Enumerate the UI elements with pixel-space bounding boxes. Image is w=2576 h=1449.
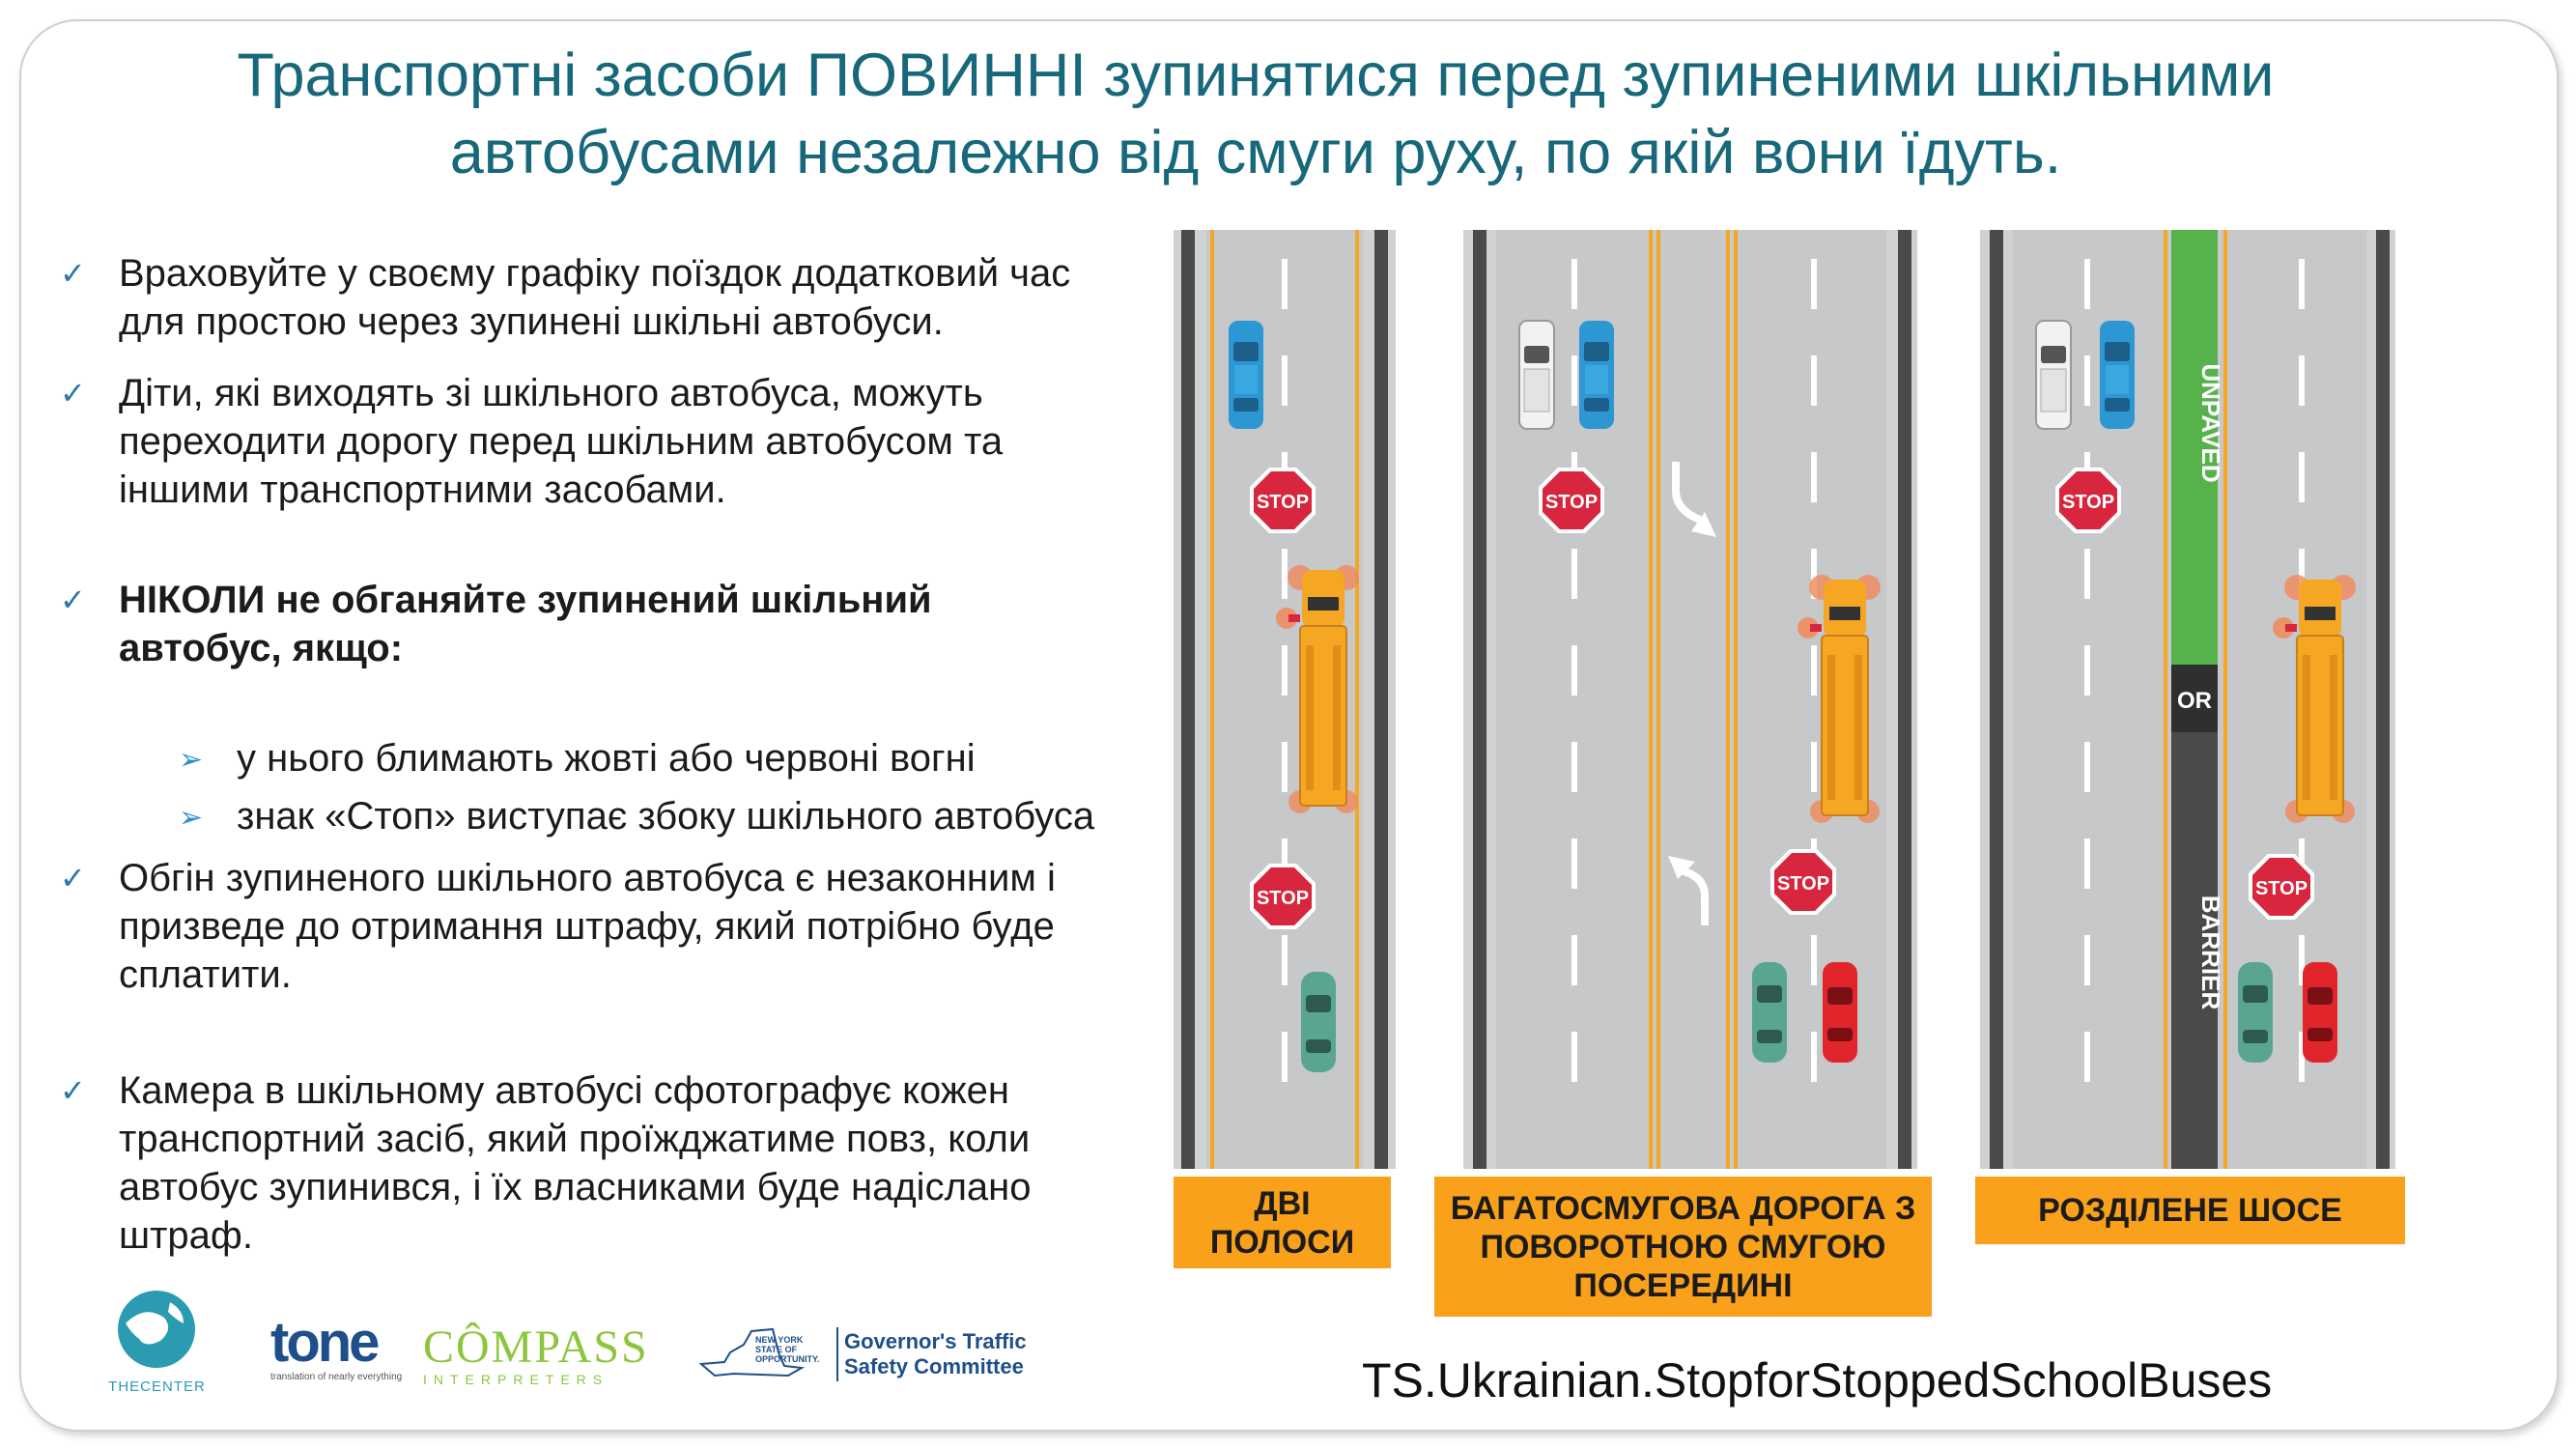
bullet-text: переходити дорогу перед шкільним автобусом та (119, 420, 1004, 463)
barrier-text: BARRIER (2196, 895, 2225, 1010)
svg-text:STOP: STOP (1256, 492, 1310, 513)
stop-sign-icon (1250, 864, 1316, 929)
check-icon: ✓ (60, 861, 86, 895)
stop-sign-icon (2249, 854, 2314, 920)
white-car-icon (1519, 321, 1554, 429)
bullet-text: Діти, які виходять зі шкільного автобуса, можуть (119, 372, 983, 414)
tone-subtext: translation of nearly everything (270, 1372, 403, 1382)
ny-text: OPPORTUNITY. (755, 1354, 820, 1364)
bullet-text: Камера в шкільному автобусі сфотографує кожен (119, 1069, 1009, 1112)
svg-text:STOP: STOP (1544, 492, 1599, 513)
two-lane-road-diagram (1174, 230, 1396, 1169)
label-two-lane (1174, 1177, 1391, 1268)
blue-car-icon (1229, 321, 1263, 429)
sub-bullet-text: знак «Стоп» виступає збоку шкільного автобуса (237, 795, 1095, 838)
check-icon: ✓ (60, 256, 86, 291)
compass-subtext: INTERPRETERS (423, 1372, 609, 1387)
ny-text: NEW YORK (755, 1335, 804, 1345)
svg-text:STOP: STOP (2061, 492, 2115, 513)
bullet-text: НІКОЛИ не обганяйте зупинений шкільний (119, 579, 932, 621)
green-car-icon (2238, 962, 2273, 1063)
bullet-text: автобус, якщо: (119, 627, 404, 669)
blue-car-icon (2100, 321, 2135, 429)
compass-text: CÔMPASS (423, 1321, 649, 1373)
red-car-icon (2303, 962, 2337, 1063)
bullet-text: сплатити. (119, 953, 292, 996)
footer-code: TS.Ukrainian.StopforStoppedSchoolBuses (1362, 1353, 2273, 1407)
label-text: ПОВОРОТНОЮ СМУГОЮ (1480, 1228, 1886, 1265)
title-line-2: автобусами незалежно від смуги руху, по якій вони їдуть. (449, 119, 2062, 186)
label-text: ПОЛОСИ (1209, 1223, 1355, 1261)
bullet-text: призведе до отримання штрафу, який потрібно буде (119, 905, 1055, 948)
arrow-bullet-icon: ➢ (179, 744, 204, 776)
check-icon: ✓ (60, 376, 86, 411)
title-line-1: Транспортні засоби ПОВИННІ зупинятися перед зупиненими шкільними (237, 42, 2275, 109)
stop-sign-icon (2055, 468, 2121, 533)
tone-text: tone (270, 1311, 378, 1374)
bullet-text: автобус зупинився, і їх власниками буде надіслано (119, 1166, 1032, 1208)
bullet-text: для простою через зупинені шкільні автобуси. (119, 300, 944, 343)
white-car-icon (2036, 321, 2071, 429)
check-icon: ✓ (60, 1073, 86, 1108)
gtsc-text: Safety Committee (844, 1354, 1024, 1378)
slide-title (97, 37, 2415, 191)
label-text: ДВІ (1254, 1184, 1311, 1222)
tone-logo (270, 1311, 406, 1382)
label-text: ПОСЕРЕДИНІ (1573, 1266, 1793, 1304)
svg-text:STOP: STOP (1776, 873, 1830, 895)
sub-bullet-text: у нього блимають жовті або червоні вогні (237, 737, 976, 780)
svg-text:STOP: STOP (1256, 888, 1310, 909)
divided-highway-diagram (1980, 230, 2395, 1169)
label-text: РОЗДІЛЕНЕ ШОСЕ (2038, 1192, 2342, 1229)
label-divided (1975, 1177, 2405, 1244)
green-car-icon (1301, 972, 1336, 1072)
stop-sign-icon (1770, 849, 1836, 915)
gtsc-logo (695, 1323, 1043, 1391)
red-car-icon (1823, 962, 1857, 1063)
the-center-logo (106, 1285, 208, 1401)
green-car-icon (1752, 962, 1787, 1063)
bullet-text: штраф. (119, 1214, 253, 1257)
multi-lane-road-diagram (1463, 230, 1917, 1169)
the-center-text: THECENTER (108, 1378, 206, 1395)
stop-sign-icon (1250, 468, 1316, 533)
bullet-text: іншими транспортними засобами. (119, 469, 726, 511)
label-text: БАГАТОСМУГОВА ДОРОГА З (1450, 1189, 1916, 1227)
blue-car-icon (1579, 321, 1614, 429)
bullet-text: Обгін зупиненого шкільного автобуса є незаконним і (119, 857, 1056, 899)
bullet-text: транспортний засіб, який проїжджатиме повз, коли (119, 1118, 1031, 1160)
gtsc-text: Governor's Traffic (844, 1329, 1027, 1353)
check-icon: ✓ (60, 582, 86, 617)
label-multi-lane (1434, 1177, 1932, 1317)
unpaved-text: UNPAVED (2196, 363, 2225, 483)
bullet-text: Враховуйте у своєму графіку поїздок додатковий час (119, 252, 1071, 295)
svg-text:STOP: STOP (2254, 878, 2308, 899)
ny-text: STATE OF (755, 1345, 798, 1354)
stop-sign-icon (1539, 468, 1604, 533)
compass-logo (423, 1323, 655, 1391)
arrow-bullet-icon: ➢ (179, 802, 204, 834)
or-text: OR (2177, 688, 2212, 714)
